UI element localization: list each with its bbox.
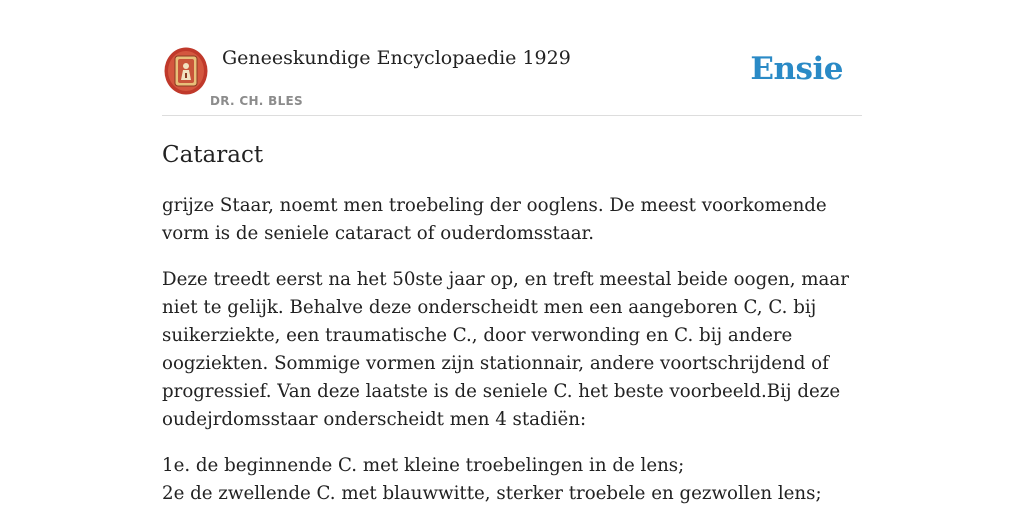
stage-list-item: 2e de zwellende C. met blauwwitte, sterker troebele en gezwollen lens; (162, 483, 822, 504)
article-title: Cataract (162, 142, 264, 168)
ensie-brand-link[interactable]: Ensie (750, 51, 843, 87)
book-title[interactable]: Geneeskundige Encyclopaedie 1929 (222, 47, 571, 69)
stage-list-item: 1e. de beginnende C. met kleine troebelingen in de lens; (162, 455, 685, 476)
article-body (162, 192, 862, 508)
article-paragraph: grijze Staar, noemt men troebeling der ooglens. De meest voorkomende vorm is de seniele cataract of ouderdomsstaar. (162, 195, 827, 244)
author-name[interactable]: DR. CH. BLES (210, 94, 303, 108)
article-paragraph: Deze treedt eerst na het 50ste jaar op, en treft meestal beide oogen, maar niet te gelijk. Behalve deze onderscheidt men een aangeboren C, C. bij suikerziekte, een traumatische C., door verwonding en C. bij andere oogziekten. Sommige vormen zijn stationnair, andere voortschrijdend of progressief. Van deze laatste is de seniele C. het beste voorbeeld.Bij deze oudejrdomsstaar onderscheidt men 4 stadiën: (162, 269, 849, 430)
book-cover-logo-icon[interactable] (164, 47, 208, 95)
site-header (162, 0, 862, 116)
page (162, 0, 862, 504)
